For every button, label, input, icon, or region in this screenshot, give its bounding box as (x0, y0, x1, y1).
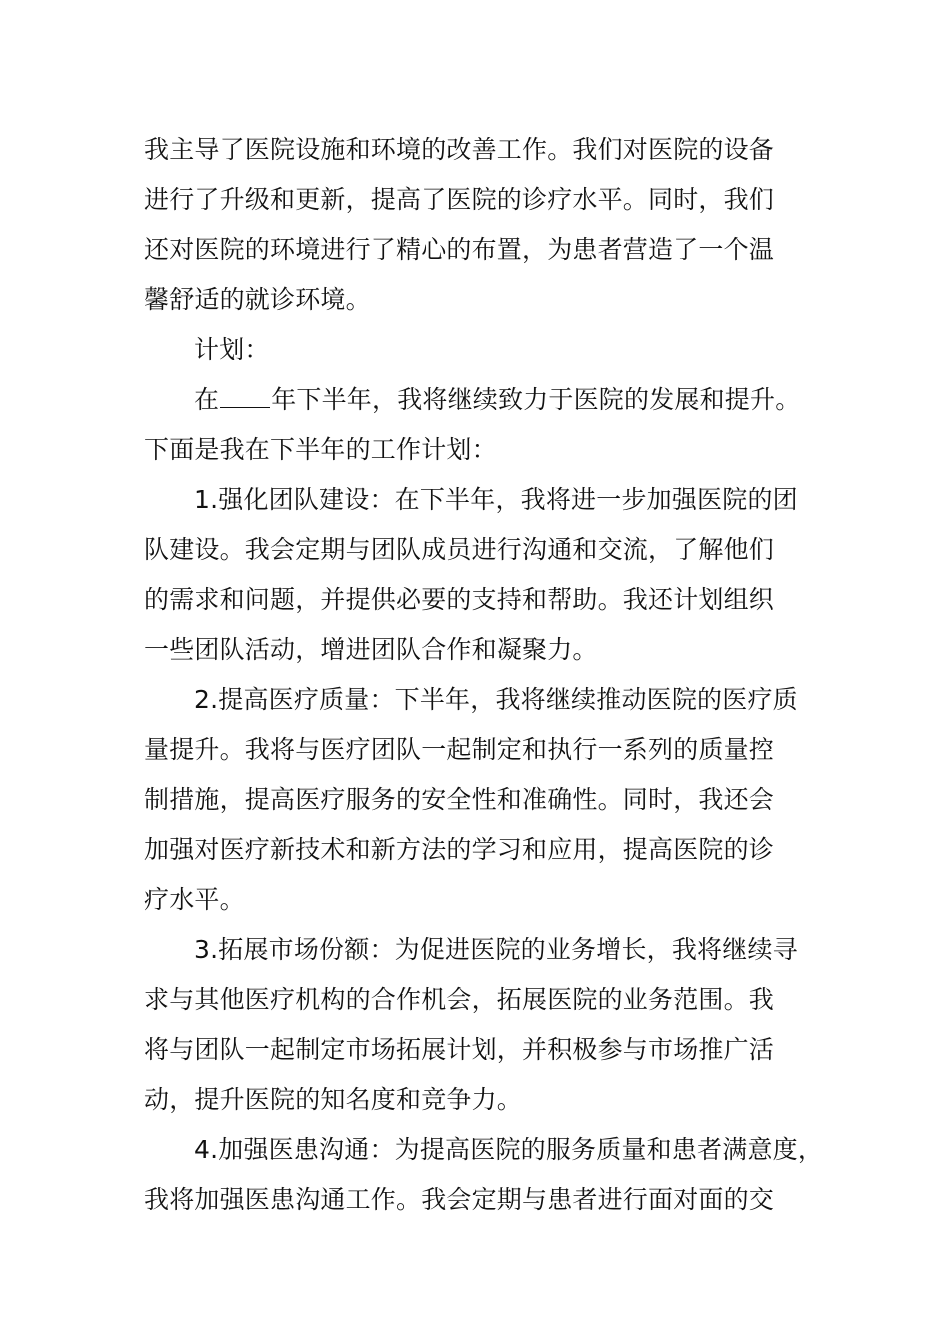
paragraph-line: 下面是我在下半年的工作计划： (144, 435, 497, 464)
paragraph-line: 的需求和问题，并提供必要的支持和帮助。我还计划组织 (144, 585, 775, 614)
section-heading-plan: 计划： (194, 335, 270, 364)
paragraph-line: 馨舒适的就诊环境。 (144, 285, 371, 314)
list-item-2-line: 2.提高医疗质量：下半年，我将继续推动医院的医疗质 (194, 685, 798, 714)
plan-intro-prefix: 在 (194, 385, 220, 414)
paragraph-line: 将与团队一起制定市场拓展计划，并积极参与市场推广活 (144, 1035, 775, 1064)
paragraph-line: 一些团队活动，增进团队合作和凝聚力。 (144, 635, 598, 664)
year-blank-underline (220, 385, 270, 408)
list-item-3-line: 3.拓展市场份额：为促进医院的业务增长，我将继续寻 (194, 935, 798, 964)
paragraph-line: 队建设。我会定期与团队成员进行沟通和交流，了解他们 (144, 535, 775, 564)
paragraph-line: 制措施，提高医疗服务的安全性和准确性。同时，我还会 (144, 785, 775, 814)
paragraph-line: 求与其他医疗机构的合作机会，拓展医院的业务范围。我 (144, 985, 775, 1014)
paragraph-line: 加强对医疗新技术和新方法的学习和应用，提高医院的诊 (144, 835, 775, 864)
paragraph-line: 我将加强医患沟通工作。我会定期与患者进行面对面的交 (144, 1185, 775, 1214)
plan-intro-line (194, 380, 800, 420)
paragraph-line: 还对医院的环境进行了精心的布置，为患者营造了一个温 (144, 235, 775, 264)
paragraph-line: 进行了升级和更新，提高了医院的诊疗水平。同时，我们 (144, 185, 775, 214)
plan-intro-suffix: 年下半年，我将继续致力于医院的发展和提升。 (271, 385, 801, 414)
paragraph-line: 我主导了医院设施和环境的改善工作。我们对医院的设备 (144, 135, 775, 164)
paragraph-line: 动，提升医院的知名度和竞争力。 (144, 1085, 523, 1114)
paragraph-line: 量提升。我将与医疗团队一起制定和执行一系列的质量控 (144, 735, 775, 764)
paragraph-line: 疗水平。 (144, 885, 245, 914)
list-item-4-line: 4.加强医患沟通：为提高医院的服务质量和患者满意度， (194, 1135, 824, 1164)
list-item-1-line: 1.强化团队建设：在下半年，我将进一步加强医院的团 (194, 485, 798, 514)
